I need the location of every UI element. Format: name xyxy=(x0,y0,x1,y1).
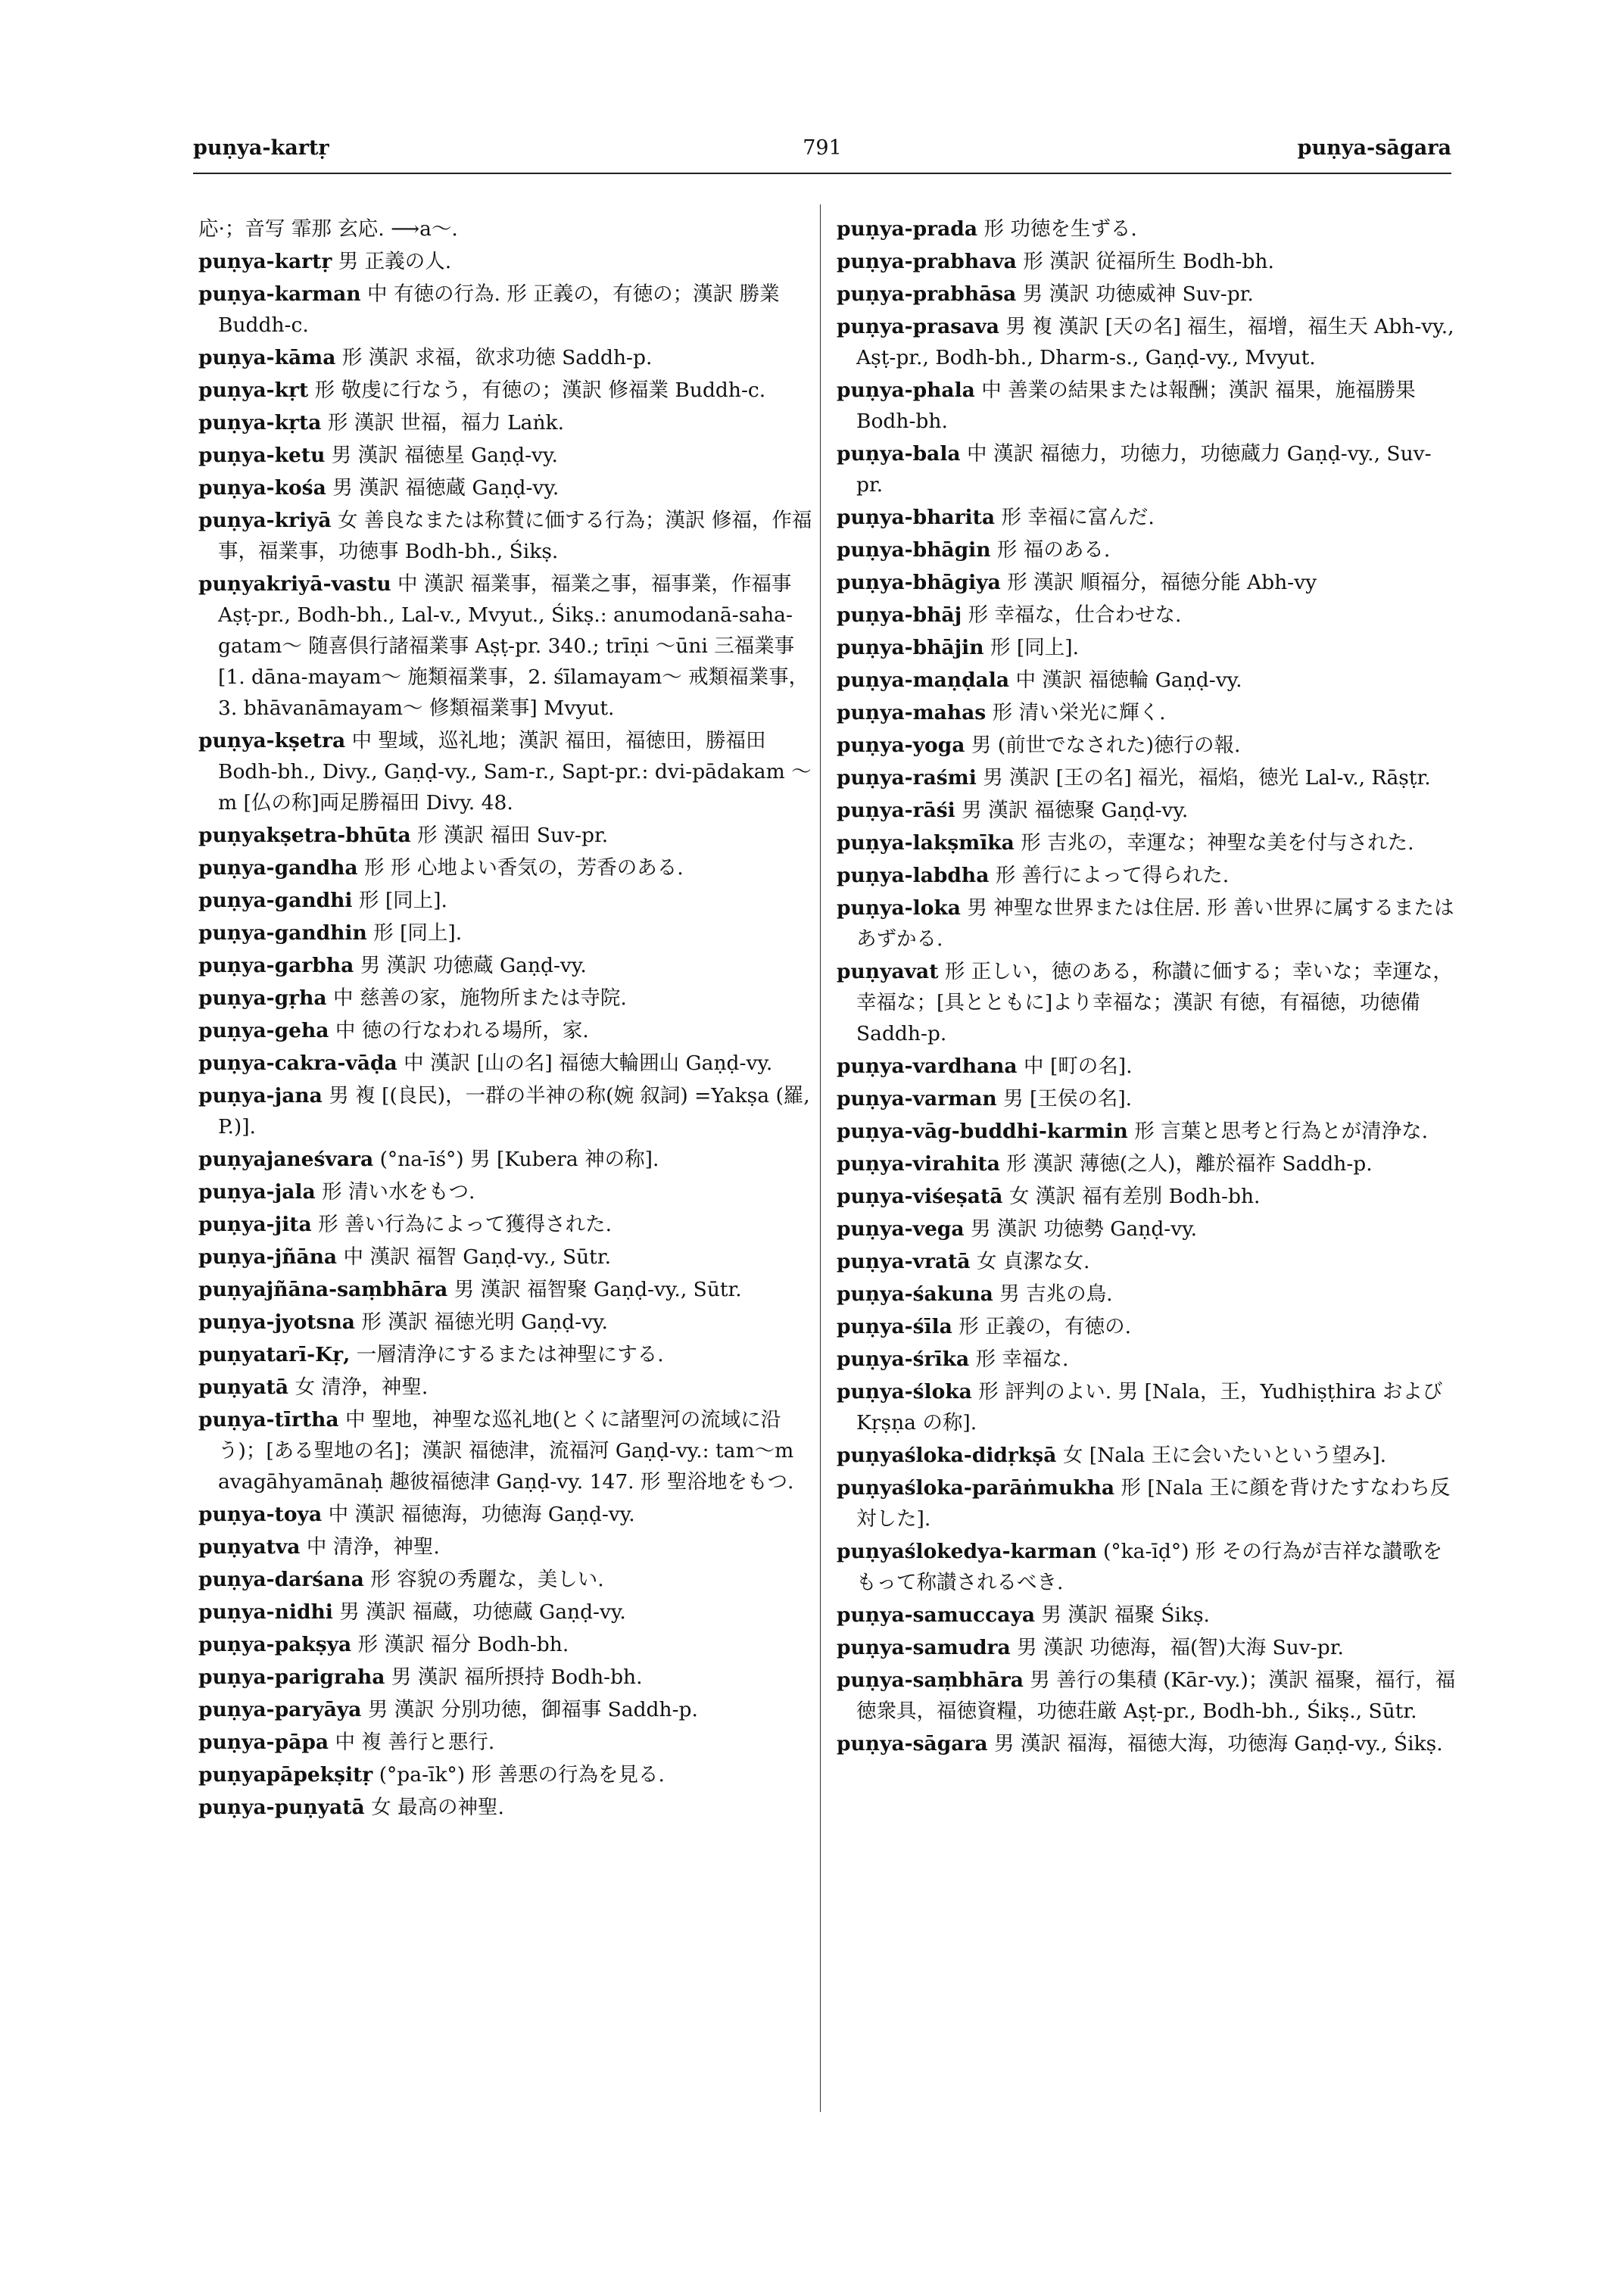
entry-headword: puṇya-varman xyxy=(837,1087,997,1111)
dictionary-entry xyxy=(198,1759,815,1790)
dictionary-entry xyxy=(837,502,1457,533)
entry-headword: puṇya-prada xyxy=(837,217,977,241)
entry-definition: 男 吉兆の鳥. xyxy=(999,1282,1113,1306)
entry-definition: 中 漢訳 福徳力，功徳力，功徳蔵力 Gaṇḍ-vy., Suv-pr. xyxy=(856,442,1432,497)
dictionary-entry xyxy=(837,1344,1457,1375)
entry-headword: puṇya-viśeṣatā xyxy=(837,1185,1003,1208)
entry-definition: 形 幸福な. xyxy=(975,1347,1069,1371)
entry-definition: 女 漢訳 福有差別 Bodh-bh. xyxy=(1008,1185,1261,1208)
entry-headword: puṇyaśloka-parāṅmukha xyxy=(837,1476,1115,1500)
dictionary-entry xyxy=(198,1080,815,1142)
entry-headword: puṇya-cakra-vāḍa xyxy=(198,1051,397,1075)
entry-definition: 中 有徳の行為. 形 正義の，有徳の；漢訳 勝業 Buddh-c. xyxy=(218,282,780,337)
entry-headword: puṇya-rāśi xyxy=(837,799,955,822)
entry-headword: puṇya-prabhāsa xyxy=(837,282,1017,306)
entry-headword: puṇya-vāg-buddhi-karmin xyxy=(837,1120,1128,1143)
dictionary-entry xyxy=(198,983,815,1014)
entry-headword: puṇya-samudra xyxy=(837,1636,1011,1659)
entry-definition: 男 漢訳 福智聚 Gaṇḍ-vy., Sūtr. xyxy=(454,1278,742,1301)
entry-definition: 形 清い栄光に輝く. xyxy=(992,701,1166,724)
entry-definition: 形 漢訳 薄徳(之人)，離於福祚 Saddh-p. xyxy=(1006,1152,1373,1176)
entry-headword: puṇyavat xyxy=(837,960,939,983)
entry-headword: puṇya-śrīka xyxy=(837,1347,970,1371)
entry-definition: 女 善良なまたは称賛に価する行為；漢訳 修福，作福事，福業事，功徳事 Bodh-bh., Śikṣ. xyxy=(218,509,812,563)
entry-definition: 男 漢訳 功徳海，福(智)大海 Suv-pr. xyxy=(1017,1636,1344,1659)
entry-headword: puṇya-paryāya xyxy=(198,1698,362,1721)
entry-definition: 中 漢訳 福徳海，功徳海 Gaṇḍ-vy. xyxy=(328,1503,635,1526)
entry-definition: 形 形 心地よい香気の，芳香のある. xyxy=(364,856,684,880)
entry-headword: puṇya-bala xyxy=(837,442,961,466)
dictionary-entry xyxy=(198,918,815,949)
dictionary-entry xyxy=(837,665,1457,696)
dictionary-entry xyxy=(837,697,1457,728)
dictionary-entry xyxy=(198,1629,815,1660)
page-header xyxy=(193,136,1451,173)
entry-headword: puṇya-puṇyatā xyxy=(198,1796,365,1819)
entry-definition: 男 漢訳 福蔵，功徳蔵 Gaṇḍ-vy. xyxy=(339,1600,626,1624)
dictionary-entry xyxy=(198,1792,815,1823)
entry-definition: 男 [王侯の名]. xyxy=(1003,1087,1133,1111)
entry-definition: 形 漢訳 順福分，福徳分能 Abh-vy xyxy=(1007,571,1317,594)
entry-headword: puṇya-jñāna xyxy=(198,1245,338,1269)
dictionary-entry xyxy=(198,407,815,438)
dictionary-entry xyxy=(198,1564,815,1595)
entry-definition: 形 漢訳 従福所生 Bodh-bh. xyxy=(1023,250,1274,273)
dictionary-entry xyxy=(198,950,815,981)
entry-headword: puṇya-śīla xyxy=(837,1315,952,1338)
entry-definition: 女 [Nala 王に会いたいという望み]. xyxy=(1062,1444,1387,1467)
entry-headword: puṇya-geha xyxy=(198,1019,329,1042)
dictionary-entry xyxy=(198,1597,815,1628)
dictionary-entry xyxy=(837,1376,1457,1438)
entry-definition: 男 漢訳 功徳勢 Gaṇḍ-vy. xyxy=(971,1217,1198,1241)
right-column xyxy=(837,213,1457,1761)
entry-headword: puṇya-kartṛ xyxy=(198,250,332,273)
entry-definition: 形 言葉と思考と行為とが清浄な. xyxy=(1134,1120,1429,1143)
entry-headword: puṇya-saṃbhāra xyxy=(837,1668,1024,1692)
entry-definition: 男 正義の人. xyxy=(338,250,452,273)
dictionary-entry xyxy=(198,279,815,341)
entry-headword: puṇya-vega xyxy=(837,1217,965,1241)
entry-definition: 形 漢訳 福徳光明 Gaṇḍ-vy. xyxy=(361,1310,608,1334)
entry-definition: 中 聖域，巡礼地；漢訳 福田，福徳田，勝福田 Bodh-bh., Divy., Gaṇḍ-vy., Sam-r., Sapt-pr.: dvi-pādakam 〜m [仏の称]両足勝福田 Divy. 48. xyxy=(218,729,812,815)
entry-definition: 男 漢訳 福徳星 Gaṇḍ-vy. xyxy=(331,444,558,467)
entry-headword: puṇya-sāgara xyxy=(837,1732,988,1756)
dictionary-entry xyxy=(198,1242,815,1273)
entry-headword: puṇya-phala xyxy=(837,379,975,402)
entry-definition: 男 複 漢訳 [天の名] 福生，福增，福生天 Abh-vy., Aṣṭ-pr., Bodh-bh., Dharm-s., Gaṇḍ-vy., Mvyut. xyxy=(856,315,1454,369)
entry-definition: 形 [同上]. xyxy=(990,636,1079,659)
entry-headword: puṇya-kṛta xyxy=(198,411,322,435)
entry-definition: 男 漢訳 [王の名] 福光，福焰，徳光 Lal-v., Rāṣṭr. xyxy=(983,766,1431,790)
entry-definition: 形 清い水をもつ. xyxy=(322,1180,475,1204)
entry-definition: 男 漢訳 福所摂持 Bodh-bh. xyxy=(391,1665,643,1689)
dictionary-entry xyxy=(837,279,1457,310)
entry-headword: puṇya-mahas xyxy=(837,701,987,724)
entry-headword: puṇya-gandhin xyxy=(198,921,367,945)
entry-definition: 男 漢訳 福徳蔵 Gaṇḍ-vy. xyxy=(332,476,560,500)
dictionary-entry xyxy=(198,820,815,851)
entry-headword: puṇya-jyotsna xyxy=(198,1310,355,1334)
entry-headword: puṇya-kośa xyxy=(198,476,326,500)
entry-headword: puṇya-gandhi xyxy=(198,889,353,912)
dictionary-entry xyxy=(198,1274,815,1305)
entry-headword: puṇya-karman xyxy=(198,282,361,306)
dictionary-entry xyxy=(837,567,1457,598)
entry-definition: 男 漢訳 功徳威神 Suv-pr. xyxy=(1022,282,1254,306)
dictionary-entry xyxy=(837,1440,1457,1471)
dictionary-entry xyxy=(198,472,815,503)
entry-headword: puṇya-yoga xyxy=(837,734,965,757)
dictionary-entry xyxy=(198,440,815,471)
dictionary-entry xyxy=(198,1015,815,1046)
entry-definition: 中 善業の結果または報酬；漢訳 福果，施福勝果 Bodh-bh. xyxy=(856,379,1416,433)
header-rule xyxy=(193,173,1451,174)
entry-definition: 形 [同上]. xyxy=(358,889,447,912)
dictionary-entry xyxy=(837,213,1457,245)
entry-definition: 中 清浄，神聖. xyxy=(306,1535,440,1559)
dictionary-entry xyxy=(837,632,1457,663)
dictionary-entry xyxy=(198,1694,815,1725)
dictionary-entry xyxy=(198,505,815,567)
dictionary-entry xyxy=(837,1311,1457,1342)
dictionary-entry xyxy=(198,1727,815,1758)
page-number: 791 xyxy=(803,136,842,160)
entry-headword: puṇya-maṇḍala xyxy=(837,668,1010,692)
entry-headword: puṇya-kāma xyxy=(198,346,336,369)
dictionary-entry xyxy=(837,1536,1457,1598)
dictionary-entry xyxy=(198,1144,815,1175)
dictionary-entry xyxy=(837,600,1457,631)
entry-definition: (°na-īś°) 男 [Kubera 神の称]. xyxy=(379,1148,659,1171)
entry-definition: 形 評判のよい. 男 [Nala，王，Yudhiṣṭhira および Kṛṣṇa の称]. xyxy=(856,1380,1443,1435)
entry-headword: puṇya-lakṣmīka xyxy=(837,831,1015,855)
entry-definition: 形 [Nala 王に顔を背けたすなわち反対した]. xyxy=(856,1476,1451,1531)
dictionary-entry xyxy=(198,852,815,883)
dictionary-entry xyxy=(198,1499,815,1530)
entry-definition: 中 漢訳 福業事，福業之事，福事業，作福事 Aṣṭ-pr., Bodh-bh., Lal-v., Mvyut., Śikṣ.: anumodanā-saha-gatam〜 随喜倶行諸福業事 Aṣṭ-pr. 340.; trīṇi 〜ūni 三福業事 [1. dāna-mayam〜 施類福業事，2. śīlamayam〜 戒類福業事，3. bhāvanāmayam〜 修類福業事] Mvyut. xyxy=(218,572,809,720)
entry-headword: puṇya-pāpa xyxy=(198,1731,329,1754)
entry-headword: puṇya-ketu xyxy=(198,444,326,467)
entry-headword: puṇya-gṛha xyxy=(198,986,327,1010)
dictionary-entry xyxy=(198,569,815,724)
dictionary-entry xyxy=(837,375,1457,437)
dictionary-entry xyxy=(837,1728,1457,1759)
entry-definition: 形 正しい，徳のある，称讃に価する；幸いな；幸運な，幸福な；[具とともに]より幸福な；漢訳 有徳，有福徳，功徳備 Saddh-p. xyxy=(856,960,1453,1045)
dictionary-entry xyxy=(837,1213,1457,1245)
entry-headword: puṇyaślokedya-karman xyxy=(837,1540,1097,1563)
entry-headword: puṇya-vardhana xyxy=(837,1055,1018,1078)
entry-definition: 中 聖地，神聖な巡礼地(とくに諸聖河の流域に沿う)；[ある聖地の名]；漢訳 福徳津，流福河 Gaṇḍ-vy.: tam〜m avagāhyamānaḥ 趣彼福徳津 Gaṇḍ-vy. 147. 形 聖浴地をもつ. xyxy=(218,1408,794,1494)
running-head-right: puṇya-sāgara xyxy=(1297,136,1451,160)
entry-definition: 中 複 善行と悪行. xyxy=(335,1731,495,1754)
dictionary-entry xyxy=(837,1116,1457,1147)
entry-headword: puṇya-bhāgin xyxy=(837,538,991,562)
entry-headword: puṇya-bhāj xyxy=(837,603,962,627)
dictionary-entry xyxy=(837,827,1457,858)
entry-headword: puṇyajaneśvara xyxy=(198,1148,374,1171)
entry-headword: puṇya-jana xyxy=(198,1084,323,1108)
entry-definition: 男 漢訳 分別功徳，御福事 Saddh-p. xyxy=(367,1698,698,1721)
entry-headword: puṇya-bhāgiya xyxy=(837,571,1001,594)
entry-headword: puṇya-kriyā xyxy=(198,509,332,532)
entry-definition: 男 漢訳 功徳蔵 Gaṇḍ-vy. xyxy=(360,954,587,977)
entry-headword: puṇya-śakuna xyxy=(837,1282,993,1306)
entry-headword: puṇya-bhājin xyxy=(837,636,984,659)
entry-definition: 男 (前世でなされた)徳行の報. xyxy=(971,734,1241,757)
dictionary-entry xyxy=(837,795,1457,826)
entry-headword: puṇya-nidhi xyxy=(198,1600,333,1624)
entry-headword: puṇya-toya xyxy=(198,1503,323,1526)
entry-definition: 中 [町の名]. xyxy=(1024,1055,1133,1078)
entry-headword: puṇya-gandha xyxy=(198,856,358,880)
entry-headword: puṇya-darśana xyxy=(198,1568,364,1591)
dictionary-entry xyxy=(198,375,815,406)
dictionary-entry xyxy=(198,1531,815,1562)
dictionary-entry xyxy=(837,438,1457,500)
dictionary-entry xyxy=(198,725,815,818)
entry-headword: puṇya-śloka xyxy=(837,1380,972,1404)
entry-definition: 形 漢訳 福田 Suv-pr. xyxy=(417,824,609,847)
dictionary-entry xyxy=(837,730,1457,761)
dictionary-entry xyxy=(837,762,1457,793)
dictionary-entry xyxy=(837,311,1457,373)
entry-definition: 女 清浄，神聖. xyxy=(295,1375,429,1399)
entry-definition: 中 慈善の家，施物所または寺院. xyxy=(333,986,627,1010)
entry-definition: 女 最高の神聖. xyxy=(371,1796,504,1819)
entry-definition: 中 徳の行なわれる場所，家. xyxy=(335,1019,589,1042)
entry-headword: puṇya-raśmi xyxy=(837,766,977,790)
dictionary-entry xyxy=(198,1339,815,1370)
entry-definition: (°pa-īk°) 形 善悪の行為を見る. xyxy=(379,1763,665,1787)
entry-definition: 男 漢訳 福海，福徳大海，功徳海 Gaṇḍ-vy., Śikṣ. xyxy=(994,1732,1443,1756)
entry-headword: puṇyaśloka-didṛkṣā xyxy=(837,1444,1057,1467)
entry-headword: puṇyatva xyxy=(198,1535,301,1559)
dictionary-entry xyxy=(837,893,1457,955)
entry-headword: puṇya-kṣetra xyxy=(198,729,346,752)
entry-headword: puṇya-virahita xyxy=(837,1152,1000,1176)
entry-definition: 一層清浄にするまたは神聖にする. xyxy=(356,1343,664,1366)
entry-headword: puṇyapāpekṣitṛ xyxy=(198,1763,373,1787)
entry-definition: 形 幸福な，仕合わせな. xyxy=(968,603,1182,627)
entry-definition: 男 漢訳 福徳聚 Gaṇḍ-vy. xyxy=(962,799,1189,822)
entry-definition: 形 漢訳 世福，福力 Laṅk. xyxy=(327,411,565,435)
entry-definition: 形 善行によって得られた. xyxy=(995,864,1230,887)
dictionary-entry xyxy=(837,860,1457,891)
dictionary-entry xyxy=(837,1279,1457,1310)
entry-definition: 男 善行の集積 (Kār-vy.)；漢訳 福聚，福行，福徳衆具，福徳資糧，功徳荘厳 Aṣṭ-pr., Bodh-bh., Śikṣ., Sūtr. xyxy=(856,1668,1456,1723)
dictionary-entry xyxy=(837,1632,1457,1663)
dictionary-entry xyxy=(837,1051,1457,1082)
entry-definition: 男 複 [(良民)，一群の半神の称(婉 叙詞) =Yakṣa (羅, P.)]. xyxy=(218,1084,810,1139)
column-divider xyxy=(820,204,821,2112)
entry-headword: puṇya-prabhava xyxy=(837,250,1017,273)
dictionary-entry xyxy=(198,1176,815,1207)
entry-headword: puṇya-samuccaya xyxy=(837,1603,1036,1627)
dictionary-entry xyxy=(198,1048,815,1079)
dictionary-entry xyxy=(837,1472,1457,1534)
entry-headword: puṇya-jala xyxy=(198,1180,316,1204)
entry-headword: puṇyatarī-Kṛ, xyxy=(198,1343,351,1366)
entry-headword: puṇya-kṛt xyxy=(198,379,309,402)
entry-headword: puṇya-bharita xyxy=(837,506,996,529)
dictionary-entry xyxy=(198,1307,815,1338)
entry-definition: 形 正義の，有徳の. xyxy=(959,1315,1132,1338)
entry-headword: puṇya-pakṣya xyxy=(198,1633,352,1656)
dictionary-entry xyxy=(198,885,815,916)
dictionary-entry xyxy=(198,213,815,245)
entry-definition: 形 功徳を生ずる. xyxy=(983,217,1137,241)
entry-definition: (°ka-īḍ°) 形 その行為が吉祥な讃歌をもって称讃されるべき. xyxy=(856,1540,1443,1594)
dictionary-entry xyxy=(837,956,1457,1049)
entry-headword: puṇya-vratā xyxy=(837,1250,971,1273)
entry-definition: 形 [同上]. xyxy=(373,921,463,945)
dictionary-entry xyxy=(837,534,1457,565)
dictionary-entry xyxy=(837,1181,1457,1212)
entry-headword: puṇya-jita xyxy=(198,1213,312,1236)
entry-definition: 形 容貌の秀麗な，美しい. xyxy=(370,1568,604,1591)
entry-headword: puṇya-tīrtha xyxy=(198,1408,339,1432)
entry-definition: 中 漢訳 [山の名] 福徳大輪囲山 Gaṇḍ-vy. xyxy=(404,1051,773,1075)
dictionary-entry xyxy=(198,342,815,373)
entry-definition: 男 神聖な世界または住居. 形 善い世界に属するまたはあずかる. xyxy=(856,896,1454,951)
entry-definition: 形 善い行為によって獲得された. xyxy=(318,1213,612,1236)
entry-definition: 形 漢訳 福分 Bodh-bh. xyxy=(357,1633,569,1656)
entry-headword: puṇyakriyā-vastu xyxy=(198,572,391,596)
running-head-left: puṇya-kartṛ xyxy=(193,136,329,160)
dictionary-entry xyxy=(198,1209,815,1240)
entry-definition: 形 福のある. xyxy=(996,538,1111,562)
entry-headword: puṇyakṣetra-bhūta xyxy=(198,824,411,847)
dictionary-entry xyxy=(837,1148,1457,1179)
entry-headword: puṇya-garbha xyxy=(198,954,354,977)
dictionary-entry xyxy=(198,246,815,277)
entry-definition: 形 漢訳 求福，欲求功徳 Saddh-p. xyxy=(341,346,653,369)
dictionary-entry xyxy=(198,1662,815,1693)
entry-headword: puṇyajñāna-saṃbhāra xyxy=(198,1278,448,1301)
dictionary-entry xyxy=(198,1372,815,1403)
dictionary-entry xyxy=(198,1404,815,1497)
entry-definition: 中 漢訳 福智 Gaṇḍ-vy., Sūtr. xyxy=(343,1245,611,1269)
entry-definition: 女 貞潔な女. xyxy=(977,1250,1090,1273)
entry-definition: 形 吉兆の，幸運な；神聖な美を付与された. xyxy=(1021,831,1414,855)
dictionary-entry xyxy=(837,1665,1457,1727)
entry-definition: 形 敬虔に行なう，有徳の；漢訳 修福業 Buddh-c. xyxy=(314,379,766,402)
entry-headword: puṇya-labdha xyxy=(837,864,990,887)
dictionary-entry xyxy=(837,1600,1457,1631)
dictionary-entry xyxy=(837,246,1457,277)
entry-headword: puṇya-prasava xyxy=(837,315,999,338)
left-column xyxy=(198,213,815,1824)
entry-headword: puṇyatā xyxy=(198,1375,289,1399)
entry-headword: puṇya-loka xyxy=(837,896,961,920)
entry-definition: 形 幸福に富んだ. xyxy=(1001,506,1155,529)
entry-definition: 男 漢訳 福聚 Śikṣ. xyxy=(1041,1603,1210,1627)
dictionary-entry xyxy=(837,1246,1457,1277)
entry-definition: 応·；音写 霏那 玄応. ⟶a〜. xyxy=(198,217,458,241)
dictionary-entry xyxy=(837,1083,1457,1114)
entry-definition: 中 漢訳 福徳輪 Gaṇḍ-vy. xyxy=(1015,668,1242,692)
entry-headword: puṇya-parigraha xyxy=(198,1665,385,1689)
